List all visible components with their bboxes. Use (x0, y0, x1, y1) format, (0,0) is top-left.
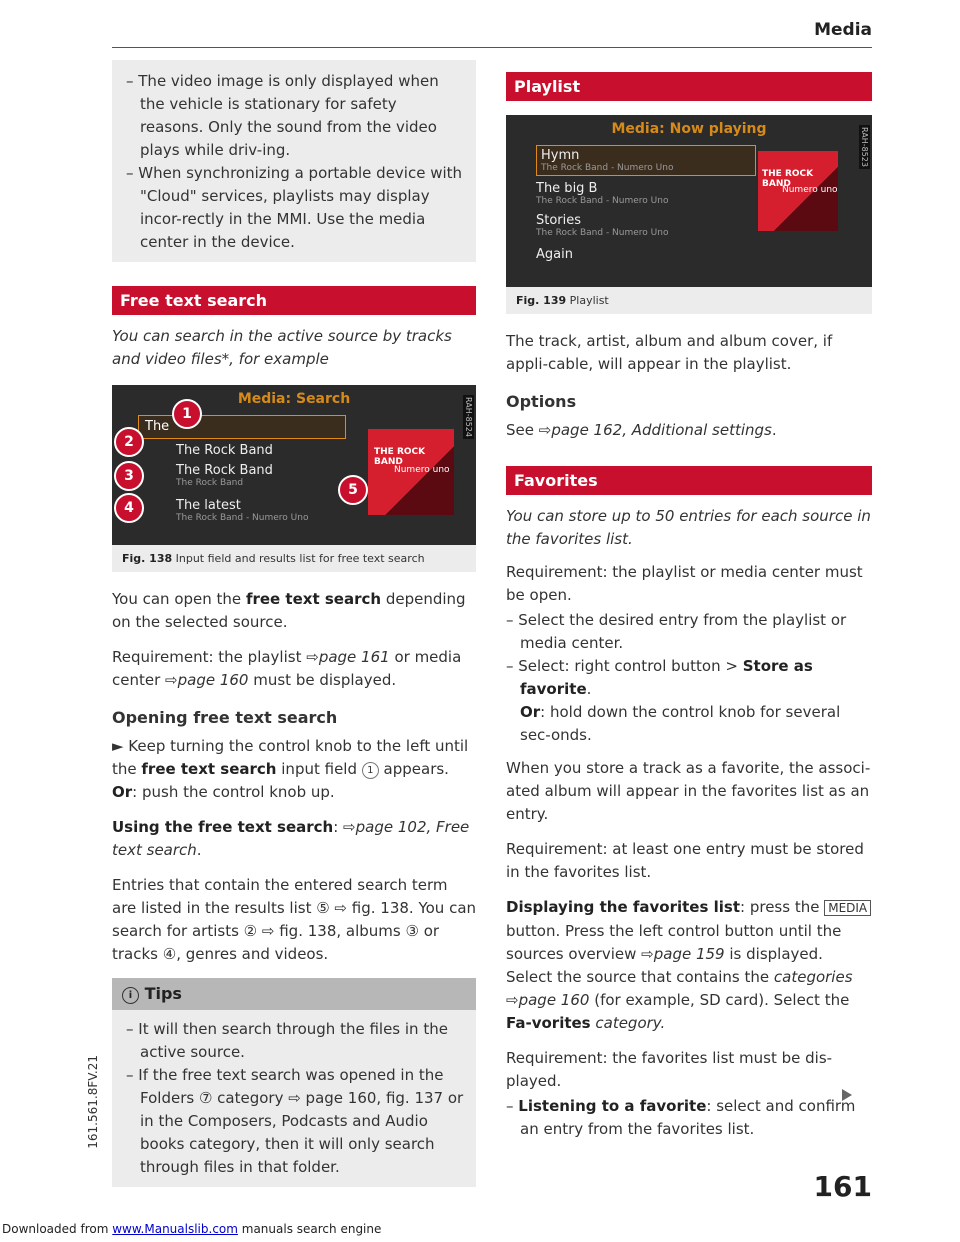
result-title: The Rock Band (176, 463, 273, 478)
playlist-row (536, 181, 736, 206)
result-subtitle: The Rock Band - Numero Uno (176, 513, 309, 523)
section-title: Media (814, 20, 872, 40)
store-paragraph: When you store a track as a favorite, the associ-ated album will appear in the favorites list as an entry. (506, 759, 871, 823)
continue-arrow-icon (842, 1089, 852, 1101)
footer: Downloaded from www.Manualslib.com manuals search engine (2, 1222, 382, 1236)
track-title: The big B (536, 181, 598, 196)
menu-title: Media: Search (237, 391, 351, 407)
listening-step: – Listening to a favorite: select and confirm an entry from the favorites list. (506, 1097, 856, 1138)
opening-step: ► Keep turning the control knob to the left until the free text search input field 1 appears. Or: push the control knob up. (112, 737, 469, 801)
requirement-paragraph: Requirement: the playlist ⇨page 161 or media center ⇨page 160 must be displayed. (112, 648, 462, 689)
track-subtitle: The Rock Band - Numero Uno (541, 163, 674, 173)
result-title: The Rock Band (176, 443, 273, 458)
note-item: – The video image is only displayed when the vehicle is stationary for safety reasons. Only the sound from the video plays while driv-ing. (126, 72, 439, 159)
tips-body (112, 1010, 476, 1187)
playlist-heading: Playlist (506, 72, 872, 101)
manualslib-link[interactable]: www.Manualslib.com (112, 1222, 238, 1236)
track-title: Again (536, 247, 573, 262)
callout-5: 5 (338, 475, 368, 505)
entries-paragraph: Entries that contain the entered search term are listed in the results list ⑤ ⇨ fig. 138. You can search for artists ② ⇨ fig. 138, albums ③ or tracks ④, genres and videos. (112, 876, 477, 963)
info-icon: i (122, 987, 139, 1004)
left-column (112, 60, 476, 1187)
options-heading: Options (506, 392, 577, 411)
right-column (506, 60, 872, 1141)
tips-heading (112, 978, 476, 1010)
callout-ref-1: 1 (362, 762, 379, 779)
figure-139 (506, 115, 872, 287)
callout-2: 2 (114, 427, 144, 457)
track-title: Stories (536, 213, 582, 228)
favorites-heading: Favorites (506, 466, 872, 495)
result-row (176, 443, 376, 458)
callout-4: 4 (114, 493, 144, 523)
cover-subtitle: Numero uno (782, 185, 838, 195)
cover-title: THE ROCK BAND (762, 169, 814, 189)
tip-item: – If the free text search was opened in the Folders ⑦ category ⇨ page 160, fig. 137 or in the Composers, Podcasts and Audio books category, then it will only search through files in that folder. (126, 1066, 464, 1176)
page-number: 161 (813, 1170, 872, 1203)
figure-138 (112, 385, 476, 545)
playlist-paragraph: The track, artist, album and album cover, if appli-cable, will appear in the playlist. (506, 332, 833, 373)
tip-item: – It will then search through the files in the active source. (126, 1020, 448, 1061)
requirement-1: Requirement: the playlist or media center must be open. (506, 563, 863, 604)
free-text-search-heading: Free text search (112, 286, 476, 315)
caption-number: Fig. 138 (122, 552, 173, 565)
header-rule (112, 47, 872, 48)
track-title: Hymn (541, 148, 580, 163)
free-text-search-intro: You can search in the active source by tracks and video files*, for example (112, 327, 452, 368)
callout-3: 3 (114, 461, 144, 491)
figure-138-caption (112, 545, 476, 572)
album-cover (368, 429, 454, 515)
cover-title: THE ROCK BAND (374, 447, 426, 467)
callout-1: 1 (172, 399, 202, 429)
album-cover (758, 151, 838, 231)
using-paragraph: Using the free text search: ⇨page 102, Free text search. (112, 818, 470, 859)
figure-code: RAH-8523 (860, 127, 869, 167)
result-title: The latest (176, 498, 241, 513)
result-subtitle: The Rock Band (176, 478, 244, 488)
requirement-2: Requirement: at least one entry must be stored in the favorites list. (506, 840, 864, 881)
note-item: – When synchronizing a portable device with "Cloud" services, playlists may display incor-rectly in the MMI. Use the media center in the device. (126, 164, 463, 251)
requirement-3: Requirement: the favorites list must be dis-played. (506, 1049, 833, 1090)
playlist-row (536, 247, 736, 262)
track-subtitle: The Rock Band - Numero Uno (536, 196, 669, 206)
caption-text: Playlist (569, 294, 609, 307)
favorites-step-2: – Select: right control button > Store as favorite. Or: hold down the control knob for several sec-onds. (506, 657, 841, 744)
playlist-row-selected (536, 145, 756, 176)
search-input-field: The (138, 415, 346, 439)
document-code: 161.561.8FV.21 (86, 1055, 100, 1149)
display-favorites-paragraph: Displaying the favorites list: press the MEDIA button. Press the left control button until the sources overview ⇨page 159 is displayed. Select the source that contains the categories ⇨page 160 (for example, SD card). Select the Fa-vorites category. (506, 896, 872, 1035)
favorites-step-1: – Select the desired entry from the playlist or media center. (506, 611, 847, 652)
favorites-intro: You can store up to 50 entries for each source in the favorites list. (506, 507, 871, 548)
menu-title: Media: Now playing (611, 121, 767, 137)
open-paragraph: You can open the free text search depending on the selected source. (112, 590, 466, 631)
caption-text: Input field and results list for free text search (175, 552, 425, 565)
playlist-row (536, 213, 736, 238)
cover-subtitle: Numero uno (394, 465, 450, 475)
opening-heading: Opening free text search (112, 708, 338, 727)
track-subtitle: The Rock Band - Numero Uno (536, 228, 669, 238)
tips-title: Tips (144, 984, 182, 1003)
figure-139-caption (506, 287, 872, 314)
note-box (112, 60, 476, 262)
figure-code: RAH-8524 (464, 397, 473, 437)
caption-number: Fig. 139 (516, 294, 567, 307)
options-paragraph: See ⇨page 162, Additional settings. (506, 421, 777, 439)
media-key: MEDIA (824, 900, 871, 916)
